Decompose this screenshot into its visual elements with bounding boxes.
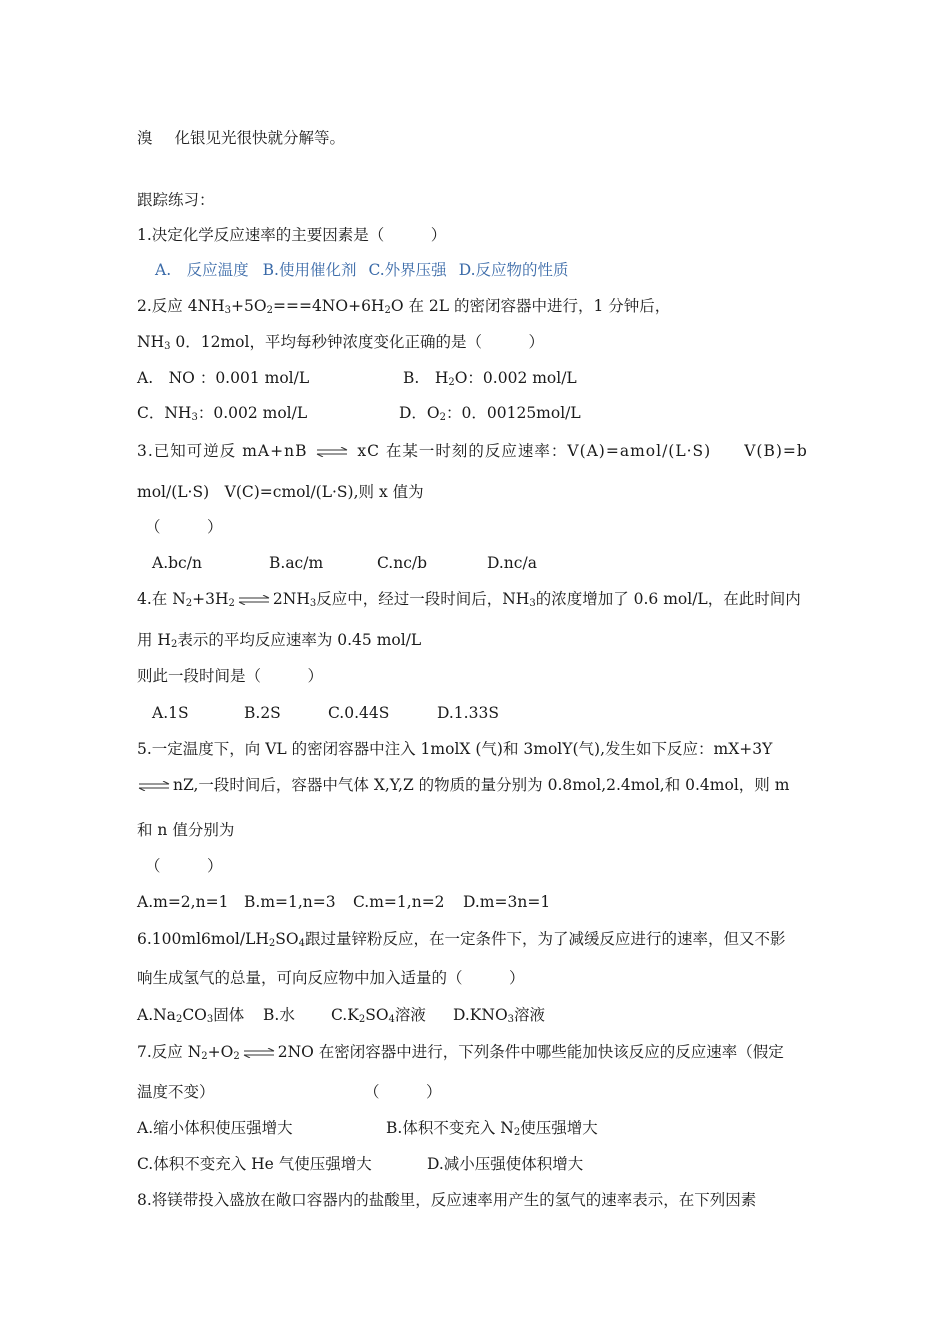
q2-text: 0．12mol，平均每秒钟浓度变化正确的是（ ） <box>170 333 544 351</box>
q2-text: C．NH <box>137 404 192 422</box>
q4-line3: 则此一段时间是（ ） <box>137 667 324 685</box>
subscript: 3 <box>191 412 198 423</box>
q1-option-a: A. 反应温度 <box>155 261 249 279</box>
q7-option-b <box>386 1117 598 1144</box>
q2-option-d <box>399 402 581 429</box>
q3-paren: （ ） <box>145 518 223 536</box>
q5-text: nZ,一段时间后，容器中气体 X,Y,Z 的物质的量分别为 0.8mol,2.4mol,和 0.4mol，则 m <box>173 776 790 794</box>
q4-text: 的浓度增加了 0.6 mol/L，在此时间内 <box>535 590 801 608</box>
q1-option-d: D.反应物的性质 <box>458 261 569 279</box>
q6-text: A.Na <box>137 1006 176 1024</box>
subscript: 2 <box>175 1014 183 1025</box>
q2-options-cd <box>137 402 820 429</box>
q4-option-a: A.1S <box>152 704 189 722</box>
q2-text: ===4NO+6H <box>272 297 385 315</box>
q7-text: 使压强增大 <box>520 1119 598 1137</box>
subscript: 3 <box>507 1014 515 1025</box>
q6-option-d <box>453 1004 545 1031</box>
q3-text: xC 在某一时刻的反应速率：V(A)=amol/(L·S) V(B)=b <box>357 442 808 460</box>
q4-text: 2NH <box>272 590 310 608</box>
q5-paren: （ ） <box>145 857 223 875</box>
intro-line <box>137 127 820 149</box>
q2-text: ：0．00125mol/L <box>446 404 581 422</box>
subscript: 2 <box>384 305 391 316</box>
subscript: 2 <box>266 305 273 316</box>
q4-line1 <box>137 588 820 615</box>
subscript: 2 <box>513 1127 521 1138</box>
q5-line3: 和 n 值分别为 <box>137 821 235 839</box>
q6-line1 <box>137 928 820 955</box>
q4-text: +3H <box>192 590 229 608</box>
q6-text: 跟过量锌粉反应，在一定条件下，为了减缓反应进行的速率，但又不影 <box>305 930 786 948</box>
q7-line1 <box>137 1041 820 1068</box>
subscript: 2 <box>201 1051 208 1062</box>
subscript: 2 <box>233 1051 240 1062</box>
q3-line2: mol/(L·S) V(C)=cmol/(L·S),则 x 值为 <box>137 483 424 501</box>
q6-text: SO <box>275 930 299 948</box>
q3-option-a: A.bc/n <box>152 554 202 572</box>
q3-line1 <box>137 440 820 462</box>
q4-option-d: D.1.33S <box>437 704 499 722</box>
subscript: 2 <box>228 598 235 609</box>
q2-text: D．O <box>399 404 440 422</box>
q7-text: 温度不变） <box>137 1083 215 1101</box>
q1-stem: 1.决定化学反应速率的主要因素是（ ） <box>137 226 447 244</box>
subscript: 2 <box>358 1014 366 1025</box>
q3-options <box>152 552 820 574</box>
q5-option-b: B.m=1,n=3 <box>244 893 336 911</box>
q6-text: D.KNO <box>453 1006 508 1024</box>
q2-line2 <box>137 331 820 358</box>
reversible-arrow-icon <box>237 595 271 605</box>
q6-text: 6.100ml6mol/LH <box>137 930 269 948</box>
q7-line2 <box>137 1081 820 1103</box>
q5-option-a: A.m=2,n=1 <box>137 893 229 911</box>
reversible-arrow-icon <box>137 781 171 791</box>
q5-line2 <box>137 774 820 796</box>
q6-text: C.K <box>331 1006 359 1024</box>
q7-options-cd <box>137 1153 820 1175</box>
q2-text: NH <box>137 333 165 351</box>
q7-option-a: A.缩小体积使压强增大 <box>137 1119 293 1137</box>
q4-option-b: B.2S <box>244 704 281 722</box>
q4-option-c: C.0.44S <box>328 704 390 722</box>
q4-text: 表示的平均反应速率为 0.45 mol/L <box>177 631 422 649</box>
q7-paren: （ ） <box>364 1083 442 1101</box>
q5-option-c: C.m=1,n=2 <box>353 893 445 911</box>
q8-line1: 8.将镁带投入盛放在敞口容器内的盐酸里，反应速率用产生的氢气的速率表示，在下列因素 <box>137 1191 757 1209</box>
q2-text: 2.反应 4NH <box>137 297 225 315</box>
subscript: 3 <box>309 598 317 609</box>
subscript: 4 <box>388 1014 395 1025</box>
subscript: 3 <box>224 305 232 316</box>
q6-option-b: B.水 <box>263 1006 295 1024</box>
q3-text: 3.已知可逆反 mA+nB <box>137 442 308 460</box>
q6-text: 溶液 <box>394 1006 426 1024</box>
subscript: 3 <box>206 1014 214 1025</box>
q4-text: 反应中，经过一段时间后，NH <box>316 590 530 608</box>
q2-options-ab <box>137 367 820 389</box>
q3-option-c: C.nc/b <box>377 554 428 572</box>
q6-text: CO <box>182 1006 207 1024</box>
subscript: 3 <box>529 598 536 609</box>
q3-option-b: B.ac/m <box>269 554 324 572</box>
q2-text: +5O <box>231 297 267 315</box>
q7-option-d: D.减小压强使体积增大 <box>427 1155 584 1173</box>
q4-text: 用 H <box>137 631 171 649</box>
q7-options-ab <box>137 1117 820 1139</box>
reversible-arrow-icon <box>242 1048 276 1058</box>
q2-option-a: A. NO ：0.001 mol/L <box>137 369 310 387</box>
subscript: 2 <box>448 377 455 388</box>
q2-option-b <box>403 367 577 394</box>
q5-line1: 5.一定温度下，向 VL 的密闭容器中注入 1molX (气)和 3molY(气),发生如下反应：mX+3Y <box>137 740 773 758</box>
q6-text: 溶液 <box>514 1006 546 1024</box>
q2-text: O：0.002 mol/L <box>454 369 577 387</box>
intro-text-2: 化银见光很快就分解等。 <box>174 129 346 147</box>
q3-option-d: D.nc/a <box>487 554 537 572</box>
q5-option-d: D.m=3n=1 <box>463 893 551 911</box>
q2-option-c <box>137 404 307 422</box>
q1-options <box>155 259 820 281</box>
subscript: 2 <box>170 639 178 650</box>
q5-options <box>137 891 820 913</box>
subscript: 3 <box>164 341 171 352</box>
q6-text: SO <box>365 1006 389 1024</box>
q2-text: O 在 2L 的密闭容器中进行，1 分钟后， <box>390 297 671 315</box>
q7-text: B.体积不变充入 N <box>386 1119 514 1137</box>
q7-text: 7.反应 N <box>137 1043 202 1061</box>
q6-option-a <box>137 1006 244 1024</box>
section-title: 跟踪练习： <box>137 191 215 209</box>
q6-options <box>137 1004 820 1031</box>
q1-option-b: B.使用催化剂 <box>262 261 357 279</box>
q4-text: 4.在 N <box>137 590 186 608</box>
q6-line2: 响生成氢气的总量，可向反应物中加入适量的（ ） <box>137 969 525 987</box>
q7-text: 2NO 在密闭容器中进行，下列条件中哪些能加快该反应的反应速率（假定 <box>277 1043 784 1061</box>
subscript: 4 <box>298 938 305 949</box>
q7-text: +O <box>207 1043 234 1061</box>
subscript: 2 <box>268 938 276 949</box>
intro-text-1: 溴 <box>137 129 153 147</box>
subscript: 2 <box>439 412 447 423</box>
q1-option-c: C.外界压强 <box>368 261 447 279</box>
q2-text: B. H <box>403 369 449 387</box>
q6-text: 固体 <box>213 1006 245 1024</box>
q6-option-c <box>331 1004 426 1031</box>
q7-option-c: C.体积不变充入 He 气使压强增大 <box>137 1155 372 1173</box>
reversible-arrow-icon <box>315 447 349 457</box>
subscript: 2 <box>185 598 193 609</box>
q4-line2 <box>137 629 820 656</box>
q2-text: ：0.002 mol/L <box>197 404 308 422</box>
q4-options <box>152 702 820 724</box>
q2-stem <box>137 295 820 322</box>
